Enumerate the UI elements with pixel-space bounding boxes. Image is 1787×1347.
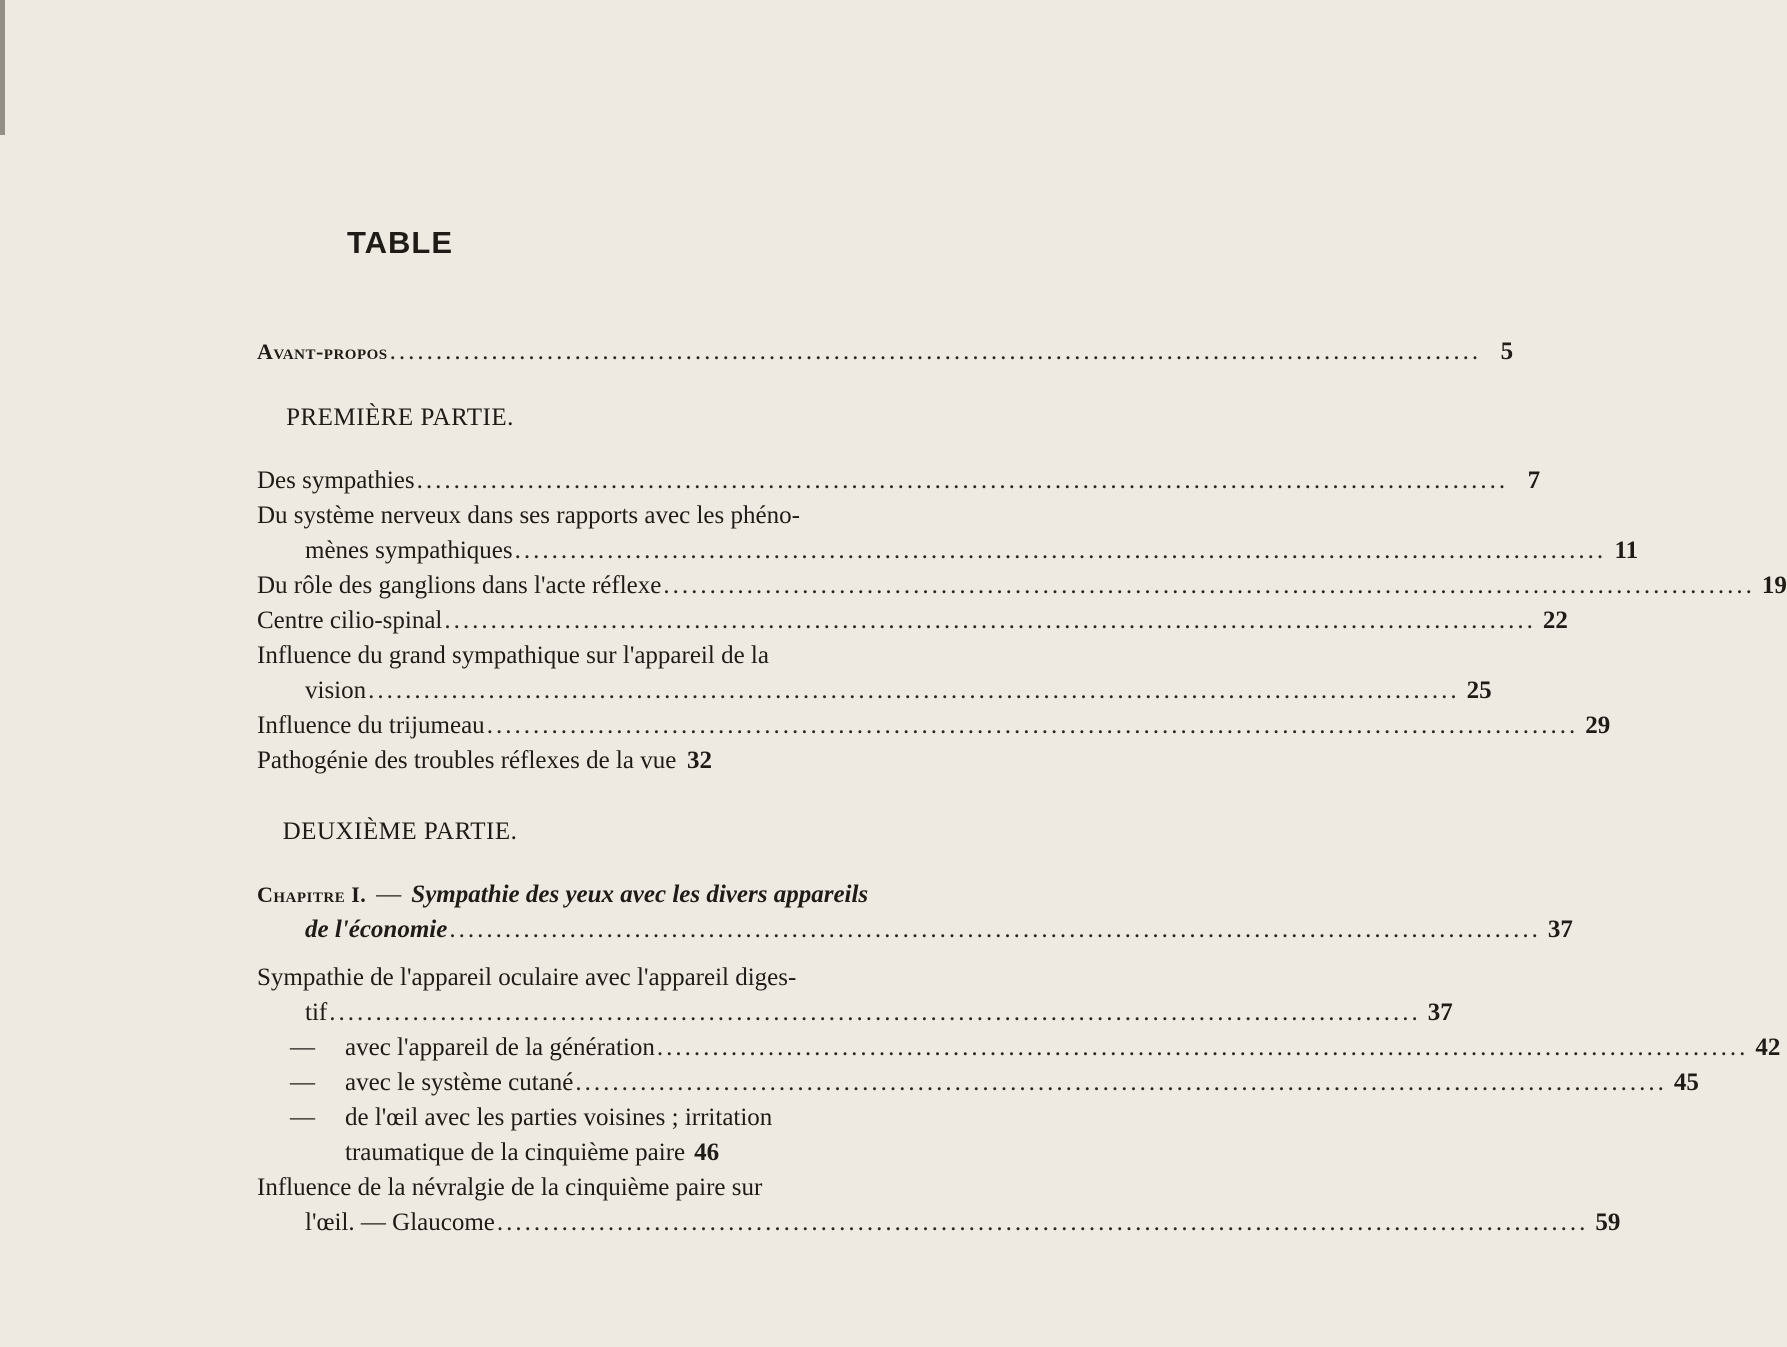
- toc-entry: [257, 607, 1568, 641]
- dot-leader: [497, 1209, 1589, 1237]
- toc-entry-label: Du système nerveux dans ses rapports avec les phéno-: [257, 502, 800, 529]
- toc-entry-label: Centre cilio-spinal: [257, 607, 443, 634]
- toc-entry-label: l'œil. — Glaucome: [305, 1209, 495, 1236]
- toc-entry-continuation: [305, 999, 1453, 1033]
- toc-entry: [257, 712, 1611, 746]
- toc-entry-avant-propos: [257, 338, 1514, 372]
- ditto-dash: —: [290, 1069, 315, 1096]
- toc-chapter-heading-continuation: [305, 916, 1573, 950]
- toc-entry-label: mènes sympathiques: [305, 537, 513, 564]
- toc-entry-continuation: [305, 677, 1492, 711]
- page-title: TABLE: [346, 225, 454, 260]
- toc-page-number: 5: [1500, 338, 1514, 365]
- toc-entry-continuation: [305, 1209, 1621, 1243]
- toc-chapter-heading: [257, 881, 869, 915]
- toc-entry-label: tif: [305, 999, 328, 1026]
- toc-entry-label: traumatique de la cinquième paire: [345, 1139, 686, 1166]
- chapter-title: Sympathie des yeux avec les divers appareils: [411, 881, 869, 908]
- toc-entry-label: Des sympathies: [257, 467, 415, 494]
- toc-entry: [257, 467, 1541, 501]
- toc-entry: [257, 642, 769, 676]
- toc-entry-label: avec le système cutané: [345, 1069, 574, 1096]
- toc-entry: [257, 747, 712, 781]
- section-heading-part2: DEUXIÈME PARTIE.: [282, 818, 518, 845]
- dot-leader: [678, 747, 680, 775]
- toc-page-number: 59: [1595, 1209, 1621, 1236]
- dot-leader: [515, 537, 1607, 565]
- dot-leader: [329, 999, 1421, 1027]
- toc-page-number: 46: [694, 1139, 720, 1166]
- toc-entry-label: Pathogénie des troubles réflexes de la vue: [257, 747, 677, 774]
- ditto-dash: —: [290, 1034, 315, 1061]
- toc-page-number: 37: [1427, 999, 1453, 1026]
- toc-entry-label: Avant-propos: [257, 339, 388, 364]
- toc-entry: [257, 502, 800, 536]
- toc-page-number: 45: [1673, 1069, 1699, 1096]
- dot-leader: [417, 467, 1509, 495]
- dot-leader: [575, 1069, 1667, 1097]
- toc-page-number: 7: [1527, 467, 1541, 494]
- dot-leader: [663, 572, 1755, 600]
- toc-entry-dash: [290, 1104, 773, 1138]
- toc-entry-label: Influence du trijumeau: [257, 712, 485, 739]
- toc-entry: [257, 572, 1787, 606]
- toc-entry: [257, 964, 797, 998]
- toc-entry-label: Influence du grand sympathique sur l'appareil de la: [257, 642, 769, 669]
- toc-page-number: 42: [1755, 1034, 1781, 1061]
- toc-page-number: 11: [1614, 537, 1639, 564]
- toc-entry-dash: [290, 1069, 1699, 1103]
- toc-entry-label: vision: [305, 677, 367, 704]
- toc-page-number: 32: [687, 747, 712, 774]
- toc-entry-label: Sympathie de l'appareil oculaire avec l'appareil diges-: [257, 964, 797, 991]
- page-edge-shadow: [0, 0, 5, 135]
- toc-page-number: 29: [1585, 712, 1611, 739]
- chapter-title: de l'économie: [305, 916, 448, 943]
- dot-leader: [657, 1034, 1749, 1062]
- toc-entry: [257, 1174, 763, 1208]
- toc-page-number: 19: [1761, 572, 1787, 599]
- toc-entry-label: avec l'appareil de la génération: [345, 1034, 655, 1061]
- toc-entry-continuation: [345, 1139, 720, 1173]
- section-heading-part1: PREMIÈRE PARTIE.: [286, 404, 514, 431]
- toc-entry-label: Influence de la névralgie de la cinquième paire sur: [257, 1174, 763, 1201]
- toc-entry-label: Du rôle des ganglions dans l'acte réflexe: [257, 572, 662, 599]
- ditto-dash: —: [290, 1104, 315, 1131]
- dot-leader: [390, 338, 1482, 366]
- toc-entry-dash: [290, 1034, 1781, 1068]
- chapter-dash: —: [376, 881, 402, 908]
- chapter-label: Chapitre I.: [257, 882, 367, 907]
- toc-entry-label: de l'œil avec les parties voisines ; irritation: [345, 1104, 773, 1131]
- toc-page-number: 22: [1542, 607, 1568, 634]
- toc-page-number: 25: [1466, 677, 1492, 704]
- dot-leader: [368, 677, 1460, 705]
- dot-leader: [444, 607, 1536, 635]
- dot-leader: [449, 916, 1541, 944]
- dot-leader: [487, 712, 1579, 740]
- toc-entry-continuation: [305, 537, 1639, 571]
- toc-page-number: 37: [1547, 916, 1573, 943]
